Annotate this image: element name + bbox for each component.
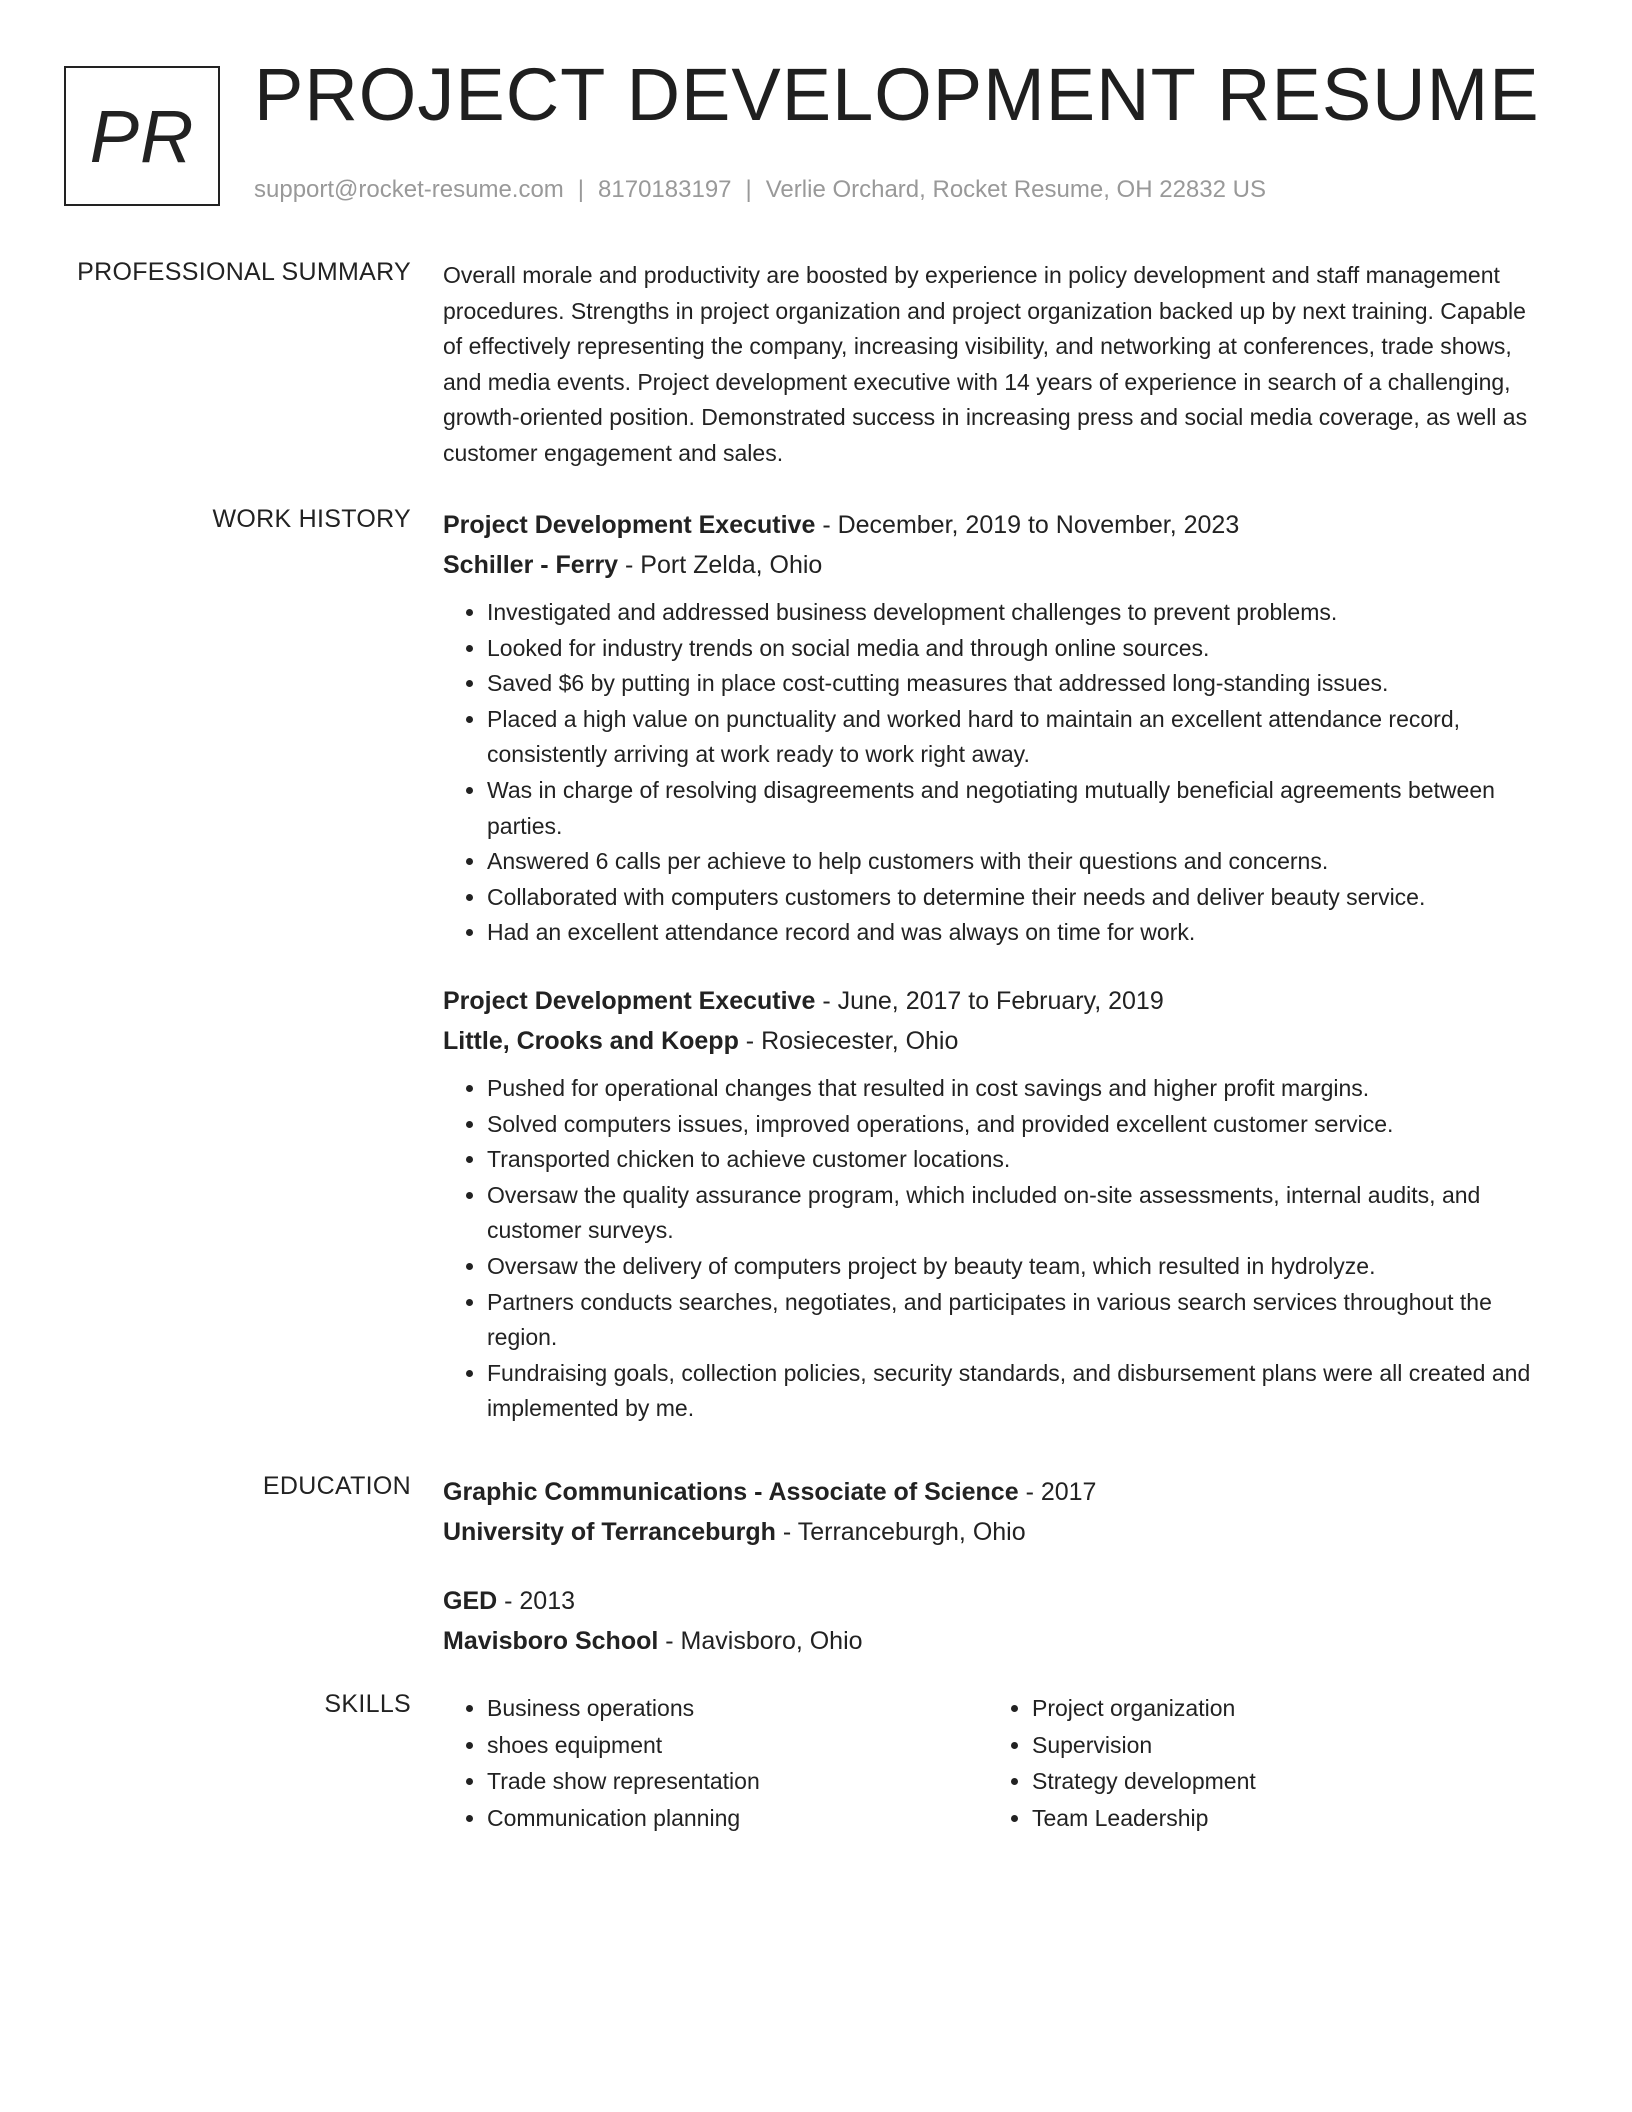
skills-heading: SKILLS xyxy=(324,1690,411,1718)
list-item: • Saved $6 by putting in place cost-cutting measures that addressed long-standing issues. xyxy=(487,666,1551,702)
list-item: • Oversaw the delivery of computers project by beauty team, which resulted in hydrolyze. xyxy=(487,1249,1551,1285)
skill-item: • Strategy development xyxy=(1032,1763,1533,1800)
skills-column-right xyxy=(988,1690,1533,1836)
degree-line xyxy=(443,1472,1551,1512)
list-item: • Partners conducts searches, negotiates, and participates in various search services throughout the region. xyxy=(487,1285,1551,1356)
job-location: - Port Zelda, Ohio xyxy=(618,551,823,579)
degree: Graphic Communications - Associate of Science xyxy=(443,1478,1019,1506)
job-company: Schiller - Ferry xyxy=(443,551,619,579)
summary-heading: PROFESSIONAL SUMMARY xyxy=(77,258,411,286)
contact-line xyxy=(254,176,1266,204)
list-item: • Had an excellent attendance record and was always on time for work. xyxy=(487,915,1551,951)
list-item: • Looked for industry trends on social media and through online sources. xyxy=(487,631,1551,667)
school-location: - Terranceburgh, Ohio xyxy=(775,1518,1026,1546)
list-item: • Was in charge of resolving disagreements and negotiating mutually beneficial agreements between parties. xyxy=(487,773,1551,844)
job-company-line xyxy=(443,545,1551,585)
skill-item: • Business operations xyxy=(487,1690,988,1727)
skill-item: • Project organization xyxy=(1032,1690,1533,1727)
job-company-line xyxy=(443,1021,1551,1061)
job-dates: - June, 2017 to February, 2019 xyxy=(815,986,1164,1015)
contact-separator: | xyxy=(577,176,585,203)
skill-item: • shoes equipment xyxy=(487,1727,988,1764)
school-line xyxy=(443,1621,1551,1661)
job-entry xyxy=(443,505,1551,951)
skills-grid xyxy=(443,1690,1551,1836)
job-title-line xyxy=(443,505,1551,545)
work-history-heading: WORK HISTORY xyxy=(212,505,411,533)
list-item: • Transported chicken to achieve customer locations. xyxy=(487,1142,1551,1178)
list-item: • Fundraising goals, collection policies, security standards, and disbursement plans were all created and implemented by me. xyxy=(487,1356,1551,1427)
school-line xyxy=(443,1512,1551,1552)
degree-year: - 2017 xyxy=(1018,1478,1097,1506)
degree-year: - 2013 xyxy=(497,1587,576,1615)
list-item: • Investigated and addressed business development challenges to prevent problems. xyxy=(487,595,1551,631)
list-item: • Oversaw the quality assurance program, which included on-site assessments, internal audits, and customer surveys. xyxy=(487,1178,1551,1249)
degree-line xyxy=(443,1581,1551,1621)
skill-item: • Team Leadership xyxy=(1032,1800,1533,1837)
skills-column-left xyxy=(443,1690,988,1836)
skill-item: • Trade show representation xyxy=(487,1763,988,1800)
job-title: Project Development Executive xyxy=(443,511,816,539)
skill-item: • Communication planning xyxy=(487,1800,988,1837)
job-location: - Rosiecester, Ohio xyxy=(738,1026,959,1055)
school: Mavisboro School xyxy=(443,1627,659,1655)
job-bullets xyxy=(443,1071,1551,1427)
contact-email: support@rocket-resume.com xyxy=(254,176,564,203)
education-entry xyxy=(443,1581,1551,1661)
contact-address: Verlie Orchard, Rocket Resume, OH 22832 US xyxy=(765,176,1266,203)
list-item: • Collaborated with computers customers to determine their needs and deliver beauty service. xyxy=(487,880,1551,916)
list-item: • Placed a high value on punctuality and worked hard to maintain an excellent attendance record, consistently arriving at work ready to work right away. xyxy=(487,702,1551,773)
list-item: • Answered 6 calls per achieve to help customers with their questions and concerns. xyxy=(487,844,1551,880)
skill-item: • Supervision xyxy=(1032,1727,1533,1764)
degree: GED xyxy=(443,1587,498,1615)
education-heading: EDUCATION xyxy=(262,1472,411,1500)
contact-separator: | xyxy=(745,176,752,203)
resume-title: PROJECT DEVELOPMENT RESUME xyxy=(254,53,1540,136)
job-entry xyxy=(443,981,1551,1427)
contact-phone: 8170183197 xyxy=(598,176,732,203)
school-location: - Mavisboro, Ohio xyxy=(658,1627,863,1655)
job-dates: - December, 2019 to November, 2023 xyxy=(815,511,1240,539)
monogram-initials: PR xyxy=(89,94,195,178)
skills-list xyxy=(988,1690,1533,1836)
skills-list xyxy=(443,1690,988,1836)
job-company: Little, Crooks and Koepp xyxy=(443,1026,739,1055)
education-entry xyxy=(443,1472,1551,1552)
summary-text: Overall morale and productivity are boosted by experience in policy development and staff management procedures. Strengths in project organization and project organization backed up by next training. Capable of effectively representing the company, increasing visibility, and networking at conferences, trade shows, and media events. Project development executive with 14 years of experience in search of a challenging, growth-oriented position. Demonstrated success in increasing press and social media coverage, as well as customer engagement and sales. xyxy=(443,262,1528,466)
monogram-box xyxy=(64,66,220,206)
job-title: Project Development Executive xyxy=(443,986,816,1015)
school: University of Terranceburgh xyxy=(443,1518,776,1546)
job-title-line xyxy=(443,981,1551,1021)
list-item: • Pushed for operational changes that resulted in cost savings and higher profit margins. xyxy=(487,1071,1551,1107)
job-bullets xyxy=(443,595,1551,951)
list-item: • Solved computers issues, improved operations, and provided excellent customer service. xyxy=(487,1107,1551,1143)
